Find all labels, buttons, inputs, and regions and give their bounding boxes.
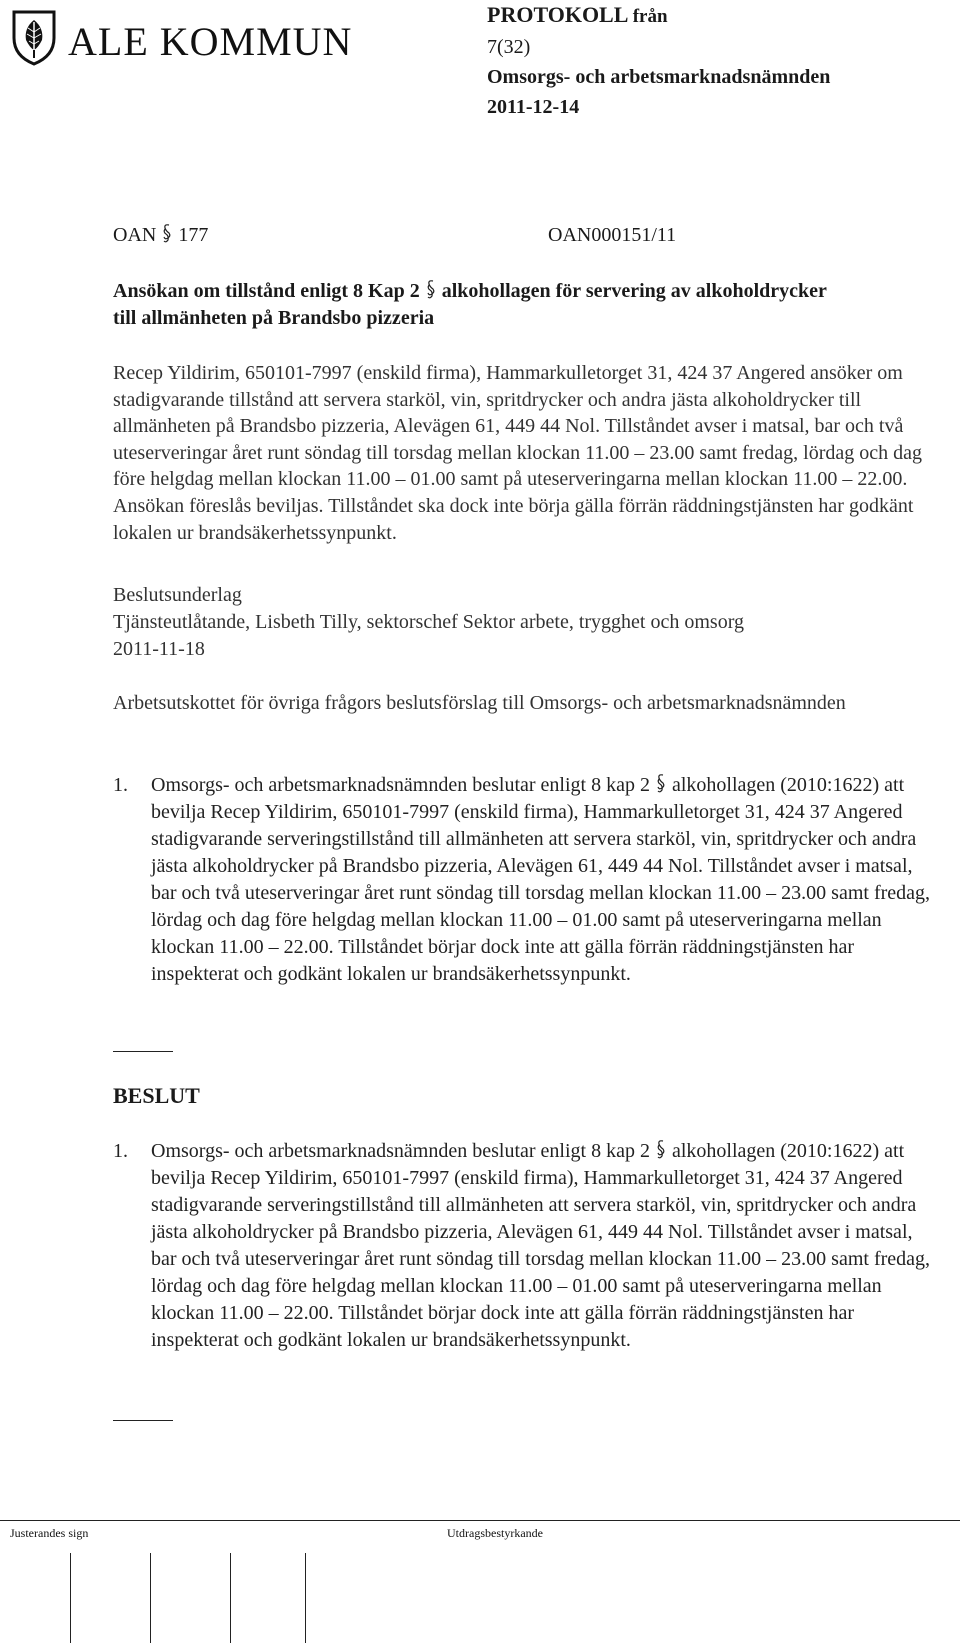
decision-basis-heading: Beslutsunderlag — [113, 584, 242, 606]
committee-proposal-heading: Arbetsutskottet för övriga frågors beslutsförslag till Omsorgs- och arbetsmarknadsnämnden — [113, 692, 846, 714]
case-title-part1: Ansökan om tillstånd enligt 8 Kap 2 — [113, 280, 420, 302]
decision-item-text — [151, 1138, 933, 1354]
proposal-item-part1: Omsorgs- och arbetsmarknadsnämnden beslutar enligt 8 kap 2 — [151, 774, 650, 796]
case-description: Recep Yildirim, 650101-7997 (enskild firma), Hammarkulletorget 31, 424 37 Angered ansöker om stadigvarande tillstånd att servera starköl, vin, spritdrycker och andra jästa alkoholdrycker till allmänheten på Brandsbo pizzeria, Alevägen 61, 449 44 Nol. Tillståndet avser i matsal, bar och två uteserveringar året runt söndag till torsdag mellan klockan 11.00 – 23.00 samt fredag, lördag och dag före helgdag mellan klockan 11.00 – 01.00 samt på uteserveringarna mellan klockan 11.00 – 22.00. Ansökan föreslås beviljas. Tillståndet ska dock inte börja gälla förrän räddningstjänsten har godkänt lokalen ur brandsäkerhetssynpunkt. — [113, 362, 923, 544]
decision-heading: BESLUT — [113, 1083, 200, 1108]
case-prefix: OAN — [113, 224, 157, 246]
signature-box-divider — [70, 1553, 71, 1643]
diary-number: OAN000151/11 — [548, 224, 677, 246]
divider — [113, 1420, 173, 1421]
decision-item-part1: Omsorgs- och arbetsmarknadsnämnden beslutar enligt 8 kap 2 — [151, 1140, 650, 1162]
document-header — [487, 0, 830, 122]
logo-text: ALE KOMMUN — [68, 19, 353, 64]
case-title — [113, 278, 853, 332]
section-sign-icon — [162, 223, 172, 243]
committee-name: Omsorgs- och arbetsmarknadsnämnden — [487, 66, 831, 88]
decision-basis — [113, 582, 933, 663]
signature-box-divider — [305, 1553, 306, 1643]
header-title-line — [487, 0, 830, 32]
case-reference — [113, 222, 733, 249]
proposal-item-text — [151, 772, 933, 988]
protocol-title: PROTOKOLL — [487, 2, 628, 27]
divider — [113, 1051, 173, 1052]
page-number: 7(32) — [487, 36, 531, 58]
municipality-logo — [10, 8, 360, 70]
proposal-item-part2: alkohollagen (2010:1622) att bevilja Recep Yildirim, 650101-7997 (enskild firma), Hammarkulletorget 31, 424 37 Angered stadigvarande serveringstillstånd till allmänheten att servera starköl, vin, spritdrycker och andra jästa alkoholdrycker på Brandsbo pizzeria, Alevägen 61, 449 44 Nol. Tillståndet avser i matsal, bar och två uteserveringar året runt söndag till torsdag mellan klockan 11.00 – 23.00 samt fredag, lördag och dag före helgdag mellan klockan 11.00 – 01.00 samt på uteserveringarna mellan klockan 11.00 – 22.00. Tillståndet börjar dock inte att gälla förrän räddningstjänsten har inspekterat och godkänt lokalen ur brandsäkerhetssynpunkt. — [151, 774, 931, 985]
decision-item-number: 1. — [113, 1140, 128, 1162]
proposal-list-item — [113, 772, 933, 988]
section-sign-icon — [656, 1139, 666, 1159]
tree-emblem-icon — [10, 8, 58, 66]
section-sign-icon — [656, 773, 666, 793]
decision-item-part2: alkohollagen (2010:1622) att bevilja Recep Yildirim, 650101-7997 (enskild firma), Hammarkulletorget 31, 424 37 Angered stadigvarande serveringstillstånd till allmänheten att servera starköl, vin, spritdrycker och andra jästa alkoholdrycker på Brandsbo pizzeria, Alevägen 61, 449 44 Nol. Tillståndet avser i matsal, bar och två uteserveringar året runt söndag till torsdag mellan klockan 11.00 – 23.00 samt fredag, lördag och dag före helgdag mellan klockan 11.00 – 01.00 samt på uteserveringarna mellan klockan 11.00 – 22.00. Tillståndet börjar dock inte att gälla förrän räddningstjänsten har inspekterat och godkänt lokalen ur brandsäkerhetssynpunkt. — [151, 1140, 931, 1351]
extract-certification-label: Utdragsbestyrkande — [447, 1526, 543, 1540]
decision-list-item — [113, 1138, 933, 1354]
footer-rule — [0, 1520, 960, 1521]
signature-box-divider — [230, 1553, 231, 1643]
decision-basis-date: 2011-11-18 — [113, 638, 205, 660]
signature-box-divider — [150, 1553, 151, 1643]
proposal-item-number: 1. — [113, 774, 128, 796]
protocol-title-suffix: från — [632, 6, 668, 27]
meeting-date: 2011-12-14 — [487, 96, 580, 118]
section-sign-icon — [426, 279, 436, 299]
decision-basis-line: Tjänsteutlåtande, Lisbeth Tilly, sektorschef Sektor arbete, trygghet och omsorg — [113, 611, 744, 633]
signature-label: Justerandes sign — [10, 1526, 89, 1540]
case-title-part2: alkohollagen för servering av alkoholdrycker till allmänheten på Brandsbo pizzeria — [113, 280, 827, 329]
case-number: 177 — [178, 224, 209, 246]
